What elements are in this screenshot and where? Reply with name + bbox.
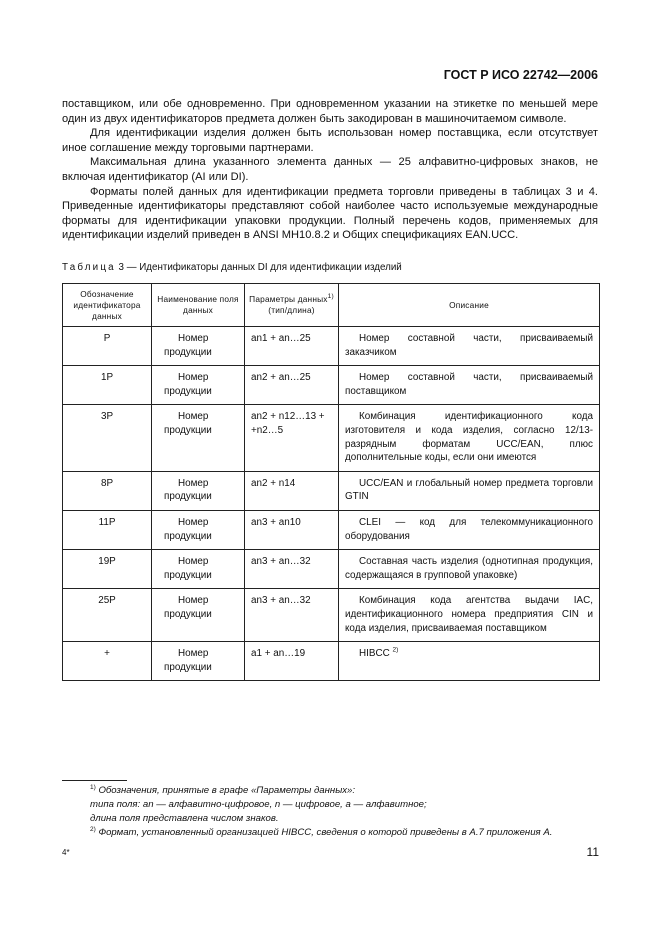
cell-identifier: 8P — [63, 471, 152, 510]
footnote-2: $^{2)}$ Формат, установленный организацией HIBCC, сведения о которой приведены в А.7 приложения А. — [90, 825, 553, 838]
identifiers-table — [62, 283, 600, 681]
cell-description: CLEI — код для телекоммуникационного оборудования — [339, 510, 600, 549]
cell-parameters: an1 + an…25 — [245, 327, 339, 366]
footnote-ref: 1) — [327, 293, 334, 301]
sheet-mark: 4* — [62, 848, 70, 857]
table-row — [63, 471, 600, 510]
page-number: 11 — [586, 845, 599, 859]
cell-field-name: Номер продукции — [152, 550, 245, 589]
cell-field-name: Номер продукции — [152, 366, 245, 405]
table-row — [63, 642, 600, 681]
footnote-ref: 2) — [392, 646, 399, 654]
table-header-row — [63, 284, 600, 327]
cell-parameters: an3 + an10 — [245, 510, 339, 549]
table-row — [63, 366, 600, 405]
cell-parameters: an2 + an…25 — [245, 366, 339, 405]
footnote-1-line-2: типа поля: an — алфавитно-цифровое, n — цифровое, a — алфавитное; — [90, 799, 427, 810]
cell-parameters: an2 + n14 — [245, 471, 339, 510]
cell-description: Составная часть изделия (однотипная продукция, содержащаяся в групповой упаковке) — [339, 550, 600, 589]
header-parameters — [245, 284, 339, 327]
cell-identifier: 3P — [63, 405, 152, 471]
cell-description: Номер составной части, присваиваемый поставщиком — [339, 366, 600, 405]
footnote-rule — [62, 780, 127, 781]
cell-identifier: 25P — [63, 589, 152, 642]
paragraph: Для идентификации изделия должен быть использован номер поставщика, если отсутствует иное соглашение между торговыми партнерами. — [62, 127, 598, 154]
paragraph: Максимальная длина указанного элемента данных — 25 алфавитно-цифровых знаков, не включая идентификатор (AI или DI). — [62, 156, 598, 183]
header-parameters-text: Параметры данных — [249, 294, 328, 304]
table-caption — [62, 262, 402, 273]
table-row — [63, 327, 600, 366]
header-parameters-sub: (тип/длина) — [268, 305, 315, 315]
table-row — [63, 589, 600, 642]
table-row — [63, 405, 600, 471]
paragraph: поставщиком, или обе одновременно. При одновременном указании на этикетке по меньшей мере один из двух идентификаторов предмета должен быть закодирован в машиночитаемом символе. — [62, 98, 598, 125]
cell-field-name: Номер продукции — [152, 471, 245, 510]
cell-identifier: 19P — [63, 550, 152, 589]
cell-parameters: a1 + an…19 — [245, 642, 339, 681]
footnote-1: $^{1)}$ Обозначения, принятые в графе «Параметры данных»: — [90, 783, 356, 796]
cell-parameters: an2 + n12…13 + +n2…5 — [245, 405, 339, 471]
cell-identifier: + — [63, 642, 152, 681]
table-caption-text: 3 — Идентификаторы данных DI для идентификации изделий — [118, 262, 402, 273]
cell-parameters: an3 + an…32 — [245, 550, 339, 589]
cell-field-name: Номер продукции — [152, 589, 245, 642]
table-caption-label: Таблица — [62, 262, 116, 273]
cell-identifier: 11P — [63, 510, 152, 549]
header-description: Описание — [339, 284, 600, 327]
cell-description: UCC/EAN и глобальный номер предмета торговли GTIN — [339, 471, 600, 510]
cell-field-name: Номер продукции — [152, 510, 245, 549]
footnotes — [90, 784, 552, 840]
cell-parameters: an3 + an…32 — [245, 589, 339, 642]
header-identifier: Обозначение идентификатора данных — [63, 284, 152, 327]
paragraph: Форматы полей данных для идентификации предмета торговли приведены в таблицах 3 и 4. Приведенные идентификаторы представляют собой наиболее часто используемые международные форматы для идентификации упаковки продукции. Полный перечень кодов, применяемых для идентификации изделий приведен в ANSI MH10.8.2 и Общих спецификациях EAN.UCC. — [62, 185, 598, 242]
table-row — [63, 550, 600, 589]
table-row — [63, 510, 600, 549]
cell-identifier: P — [63, 327, 152, 366]
document-header: ГОСТ Р ИСО 22742—2006 — [443, 68, 598, 82]
cell-identifier: 1P — [63, 366, 152, 405]
cell-field-name: Номер продукции — [152, 405, 245, 471]
cell-field-name: Номер продукции — [152, 642, 245, 681]
cell-description: Комбинация кода агентства выдачи IAC, идентификационного номера предприятия CIN и кода изделия, присваиваемая поставщиком — [339, 589, 600, 642]
cell-description: Номер составной части, присваиваемый заказчиком — [339, 327, 600, 366]
cell-field-name: Номер продукции — [152, 327, 245, 366]
footnote-1-line-3: длина поля представлена числом знаков. — [90, 813, 279, 824]
body-text — [62, 97, 598, 243]
cell-description: HIBCC $^{2)}$ — [339, 642, 600, 681]
header-field-name: Наименование поля данных — [152, 284, 245, 327]
cell-description: Комбинация идентификационного кода изготовителя и кода изделия, согласно 12/13-разрядным форматам UCC/EAN, плюс дополнительные коды, если они имеются — [339, 405, 600, 471]
